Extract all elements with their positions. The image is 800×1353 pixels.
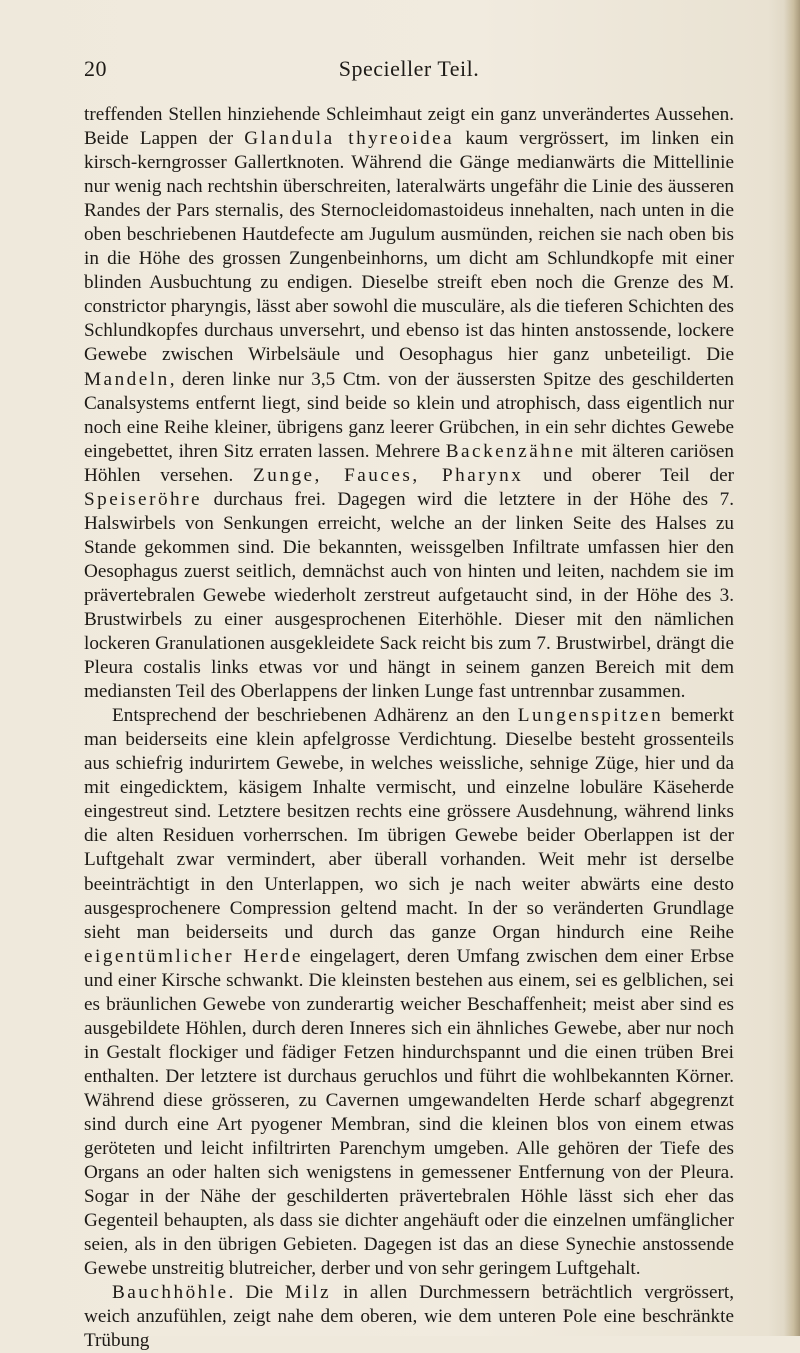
body-text-run: und oberer Teil der	[523, 464, 734, 486]
page-number: 20	[84, 56, 107, 81]
body-text-run: treffenden Stellen hinziehende Schleimhaut zeigt ein ganz unverändertes Aussehen. Beide Lappen der	[84, 104, 734, 150]
spaced-emphasis-text: Bauchhöhle	[112, 1282, 229, 1304]
page-edge-shadow	[784, 0, 800, 1336]
paragraph-1	[84, 103, 734, 704]
spaced-emphasis-text: Backenzähne	[445, 440, 576, 462]
body-text-run: in allen Durchmessern beträchtlich vergrössert, weich anzufühlen, zeigt nahe dem oberen, wie dem unteren Pole eine beschränkte Trübung	[84, 1282, 734, 1352]
spaced-emphasis-text: Speiseröhre	[84, 488, 203, 510]
paragraph-3	[84, 1281, 734, 1353]
body-text-run: , deren linke nur 3,5 Ctm. von der äussersten Spitze des geschilderten Canalsystems entfernt liegt, sind beide so klein und atrophisch, dass eigentlich nur noch eine Reihe kleiner, übrigens ganz leerer Grübchen, in ein sehr dichtes Gewebe eingebettet, ihren Sitz erraten lassen. Mehrere	[84, 368, 734, 462]
spaced-emphasis-text: Zunge, Fauces, Pharynx	[253, 464, 524, 486]
body-text	[84, 103, 734, 1353]
body-text-run: bemerkt man beiderseits eine klein apfelgrosse Verdichtung. Dieselbe besteht grossenteils aus schiefrig indurirtem Gewebe, in welches weissliche, sehnige Züge, hier und da mit eingedicktem, käsigem Inhalte vermischt, und einzelne lobuläre Käseherde eingestreut sind. Letztere besitzen rechts eine grössere Ausdehnung, während links die alten Residuen vorherrschen. Im übrigen Gewebe beider Oberlappen ist der Luftgehalt zwar vermindert, aber überall vorhanden. Weit mehr ist derselbe beeinträchtigt in den Unterlappen, wo sich je nach weiter abwärts eine desto ausgesprochenere Compression geltend macht. In der so veränderten Grundlage sieht man beiderseits und durch das ganze Organ hindurch eine Reihe	[84, 705, 734, 943]
body-text-run: durchaus frei. Dagegen wird die letztere in der Höhe des 7. Halswirbels von Senkungen erreicht, welche an der linken Seite des Halses zu Stande gekommen sind. Die bekannten, weissgelben Infiltrate umfassen hier den Oesophagus zuerst seitlich, demnächst auch von hinten und leiten, nachdem sie im prävertebralen Gewebe wiederholt zerstreut aufgetaucht sind, in der Höhe des 3. Brustwirbels zu einer ausgesprochenen Eiterhöhle. Dieser mit den nämlichen lockeren Granulationen ausgekleidete Sack reicht bis zum 7. Brustwirbel, drängt die Pleura costalis links etwas vor und hängt in seinem ganzen Bereich mit dem mediansten Teil des Oberlappens der linken Lunge fast untrennbar zusammen.	[84, 488, 734, 703]
body-text-run: . Die	[228, 1282, 285, 1304]
spaced-emphasis-text: Milz	[284, 1282, 332, 1304]
spaced-emphasis-text: eigentümlicher Herde	[84, 945, 303, 967]
body-text-run: eingelagert, deren Umfang zwischen dem einer Erbse und einer Kirsche schwankt. Die kleinsten bestehen aus einem, sei es gelblichen, sei es bräunlichen Gewebe von zunderartig weicher Beschaffenheit; meist aber sind es ausgebildete Höhlen, durch deren Inneres sich ein ähnliches Gewebe, aber nur noch in Gestalt flockiger und fädiger Fetzen hindurchspannt und die einen trüben Brei enthalten. Der letztere ist durchaus geruchlos und führt die wohlbekannten Körner. Während diese grösseren, zu Cavernen umgewandelten Herde scharf abgegrenzt sind durch eine Art pyogener Membran, sind die kleinen blos von einem etwas geröteten und leicht infiltrirten Parenchym umgeben. Alle gehören der Tiefe des Organs an oder halten sich wenigstens in gemessener Entfernung von der Pleura. Sogar in der Nähe der geschilderten prävertebralen Höhle lässt sich eher das Gegenteil behaupten, als dass sie dichter angehäuft oder die einzelnen umfänglicher seien, als in den übrigen Gebieten. Dagegen ist das an diese Synechie anstossende Gewebe unstreitig blutreicher, derber und von sehr geringem Luftgehalt.	[84, 945, 734, 1280]
running-title: Specieller Teil.	[338, 56, 480, 81]
spaced-emphasis-text: Lungenspitzen	[517, 705, 664, 727]
paragraph-2	[84, 704, 734, 1281]
spaced-emphasis-text: Mandeln	[84, 368, 170, 390]
body-text-run: Entsprechend der beschriebenen Adhärenz an den	[112, 705, 518, 727]
body-text-run: mit älteren cariösen Höhlen versehen.	[84, 440, 734, 486]
body-text-run: kaum vergrössert, im linken ein kirsch-kerngrosser Gallertknoten. Während die Gänge medianwärts die Mittellinie nur wenig nach rechtshin überschreiten, lateralwärts ungefähr die Linie des äusseren Randes der Pars sternalis, des Sternocleidomastoideus innehalten, nach unten in die oben beschriebenen Hautdefecte am Jugulum ausmünden, reichen sie nach oben bis in die Höhe des grossen Zungenbeinhorns, um dicht am Schlundkopfe mit einer blinden Ausbuchtung zu endigen. Dieselbe streift eben noch die Grenze des M. constrictor pharyngis, lässt aber sowohl die musculäre, als die tieferen Schichten des Schlundkopfes durchaus unversehrt, und ebenso ist das hinten anstossende, lockere Gewebe zwischen Wirbelsäule und Oesophagus hier ganz unbeteiligt. Die	[84, 128, 735, 366]
spaced-emphasis-text: Glandula thyreoidea	[244, 128, 455, 150]
page-header	[84, 56, 734, 86]
